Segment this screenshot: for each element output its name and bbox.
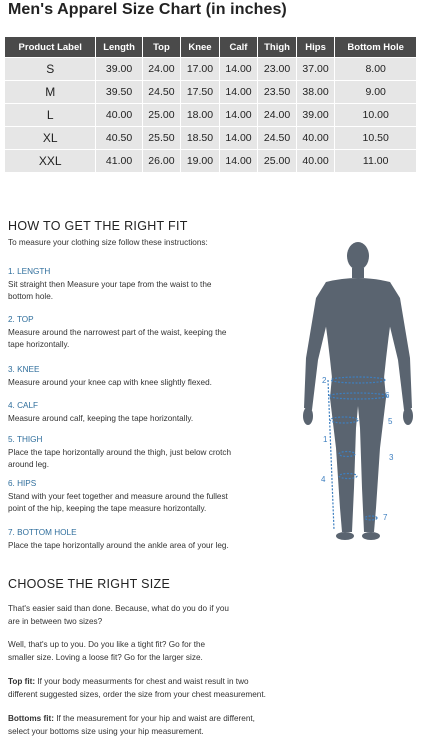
step-title: 1. LENGTH [8, 267, 51, 276]
column-header: Thigh [258, 37, 296, 57]
table-row [5, 58, 416, 80]
table-cell: 25.00 [258, 150, 296, 172]
table-cell: 18.00 [181, 104, 219, 126]
step-text: bottom hole. [8, 292, 54, 301]
table-cell: 39.00 [297, 104, 335, 126]
table-cell: 23.00 [258, 58, 296, 80]
table-cell: 17.00 [181, 58, 219, 80]
table-cell: 24.00 [258, 104, 296, 126]
size-label-cell: M [5, 81, 95, 103]
table-row [5, 150, 416, 172]
column-header: Calf [220, 37, 258, 57]
size-paragraph-2 [8, 639, 205, 664]
step-top [8, 314, 226, 352]
paragraph-line: select your bottoms size using your hip measurement. [8, 726, 204, 736]
step-thigh [8, 434, 231, 472]
column-header: Bottom Hole [335, 37, 416, 57]
page-title: Men's Apparel Size Chart (in inches) [8, 1, 287, 18]
table-cell: 17.50 [181, 81, 219, 103]
figure-label-4: 4 [321, 475, 326, 484]
step-title: 2. TOP [8, 315, 34, 324]
table-cell: 10.00 [335, 104, 416, 126]
step-text: Place the tape horizontally around the ankle area of your leg. [8, 540, 229, 550]
size-label-cell: L [5, 104, 95, 126]
paragraph-line: smaller size. Loving a loose fit? Go for the larger size. [8, 652, 203, 662]
size-paragraph-3 [8, 676, 266, 701]
table-cell: 39.00 [96, 58, 141, 80]
step-length [8, 266, 211, 304]
size-heading: CHOOSE THE RIGHT SIZE [8, 577, 171, 591]
step-title: 7. BOTTOM HOLE [8, 528, 77, 537]
fit-intro: To measure your clothing size follow these instructions: [8, 238, 208, 247]
figure-label-1: 1 [323, 435, 328, 444]
body-measurement-figure [298, 238, 418, 554]
table-cell: 38.00 [297, 81, 335, 103]
table-cell: 24.50 [143, 81, 181, 103]
column-header: Hips [297, 37, 335, 57]
column-header: Product Label [5, 37, 95, 57]
size-paragraph-1 [8, 603, 229, 628]
step-hips [8, 478, 228, 516]
table-header-row [5, 37, 416, 57]
table-cell: 25.00 [143, 104, 181, 126]
figure-label-6: 6 [385, 391, 390, 400]
table-cell: 14.00 [220, 104, 258, 126]
table-row [5, 127, 416, 149]
table-cell: 24.50 [258, 127, 296, 149]
step-text: around leg. [8, 460, 49, 469]
table-cell: 10.50 [335, 127, 416, 149]
table-cell: 9.00 [335, 81, 416, 103]
step-calf [8, 400, 193, 425]
step-text: Place the tape horizontally around the thigh, just below crotch [8, 447, 232, 457]
figure-label-2: 2 [322, 376, 327, 385]
figure-label-3: 3 [389, 453, 394, 462]
figure-label-5: 5 [388, 417, 393, 426]
size-label-cell: S [5, 58, 95, 80]
paragraph-line: That's easier said than done. Because, what do you do if you [8, 604, 229, 613]
step-title: 3. KNEE [8, 365, 40, 374]
table-cell: 14.00 [220, 58, 258, 80]
size-chart-table [4, 36, 417, 173]
figure-label-7: 7 [383, 513, 388, 522]
size-paragraph-4 [8, 713, 255, 738]
top-fit-label: Top fit: [8, 677, 36, 686]
table-cell: 18.50 [181, 127, 219, 149]
table-cell: 26.00 [143, 150, 181, 172]
paragraph-line: Well, that's up to you. Do you like a tight fit? Go for the [8, 640, 206, 649]
step-text: Measure around calf, keeping the tape horizontally. [8, 413, 194, 423]
step-text: point of the hip, keeping the tape measure horizontally. [8, 504, 207, 513]
table-cell: 24.00 [143, 58, 181, 80]
table-cell: 23.50 [258, 81, 296, 103]
table-cell: 8.00 [335, 58, 416, 80]
step-title: 4. CALF [8, 401, 39, 410]
table-cell: 19.00 [181, 150, 219, 172]
step-title: 6. HIPS [8, 479, 37, 488]
table-cell: 14.00 [220, 150, 258, 172]
step-title: 5. THIGH [8, 435, 43, 444]
table-cell: 40.00 [297, 127, 335, 149]
step-text: Sit straight then Measure your tape from the waist to the [8, 279, 212, 289]
human-figure-icon [298, 238, 418, 554]
table-cell: 14.00 [220, 127, 258, 149]
fit-heading: HOW TO GET THE RIGHT FIT [8, 219, 188, 233]
paragraph-line: If the measurement for your hip and waist are different, [53, 714, 255, 723]
step-text: Measure around the narrowest part of the waist, keeping the [8, 327, 227, 337]
table-cell: 14.00 [220, 81, 258, 103]
table-cell: 40.00 [297, 150, 335, 172]
paragraph-line: If your body measurments for chest and waist result in two [35, 677, 249, 686]
table-cell: 40.50 [96, 127, 141, 149]
table-cell: 11.00 [335, 150, 416, 172]
table-row [5, 104, 416, 126]
step-text: Measure around your knee cap with knee slightly flexed. [8, 377, 212, 387]
size-label-cell: XL [5, 127, 95, 149]
column-header: Knee [181, 37, 219, 57]
table-cell: 37.00 [297, 58, 335, 80]
paragraph-line: different suggested sizes, order the size from your chest measurement. [8, 689, 266, 699]
paragraph-line: are in between two sizes? [8, 616, 103, 626]
step-text: tape horizontally. [8, 340, 70, 349]
size-label-cell: XXL [5, 150, 95, 172]
table-cell: 40.00 [96, 104, 141, 126]
step-text: Stand with your feet together and measure around the fullest [8, 491, 228, 501]
step-bottom-hole [8, 527, 229, 552]
table-cell: 25.50 [143, 127, 181, 149]
bottoms-fit-label: Bottoms fit: [8, 714, 54, 723]
table-cell: 41.00 [96, 150, 141, 172]
table-row [5, 81, 416, 103]
table-cell: 39.50 [96, 81, 141, 103]
column-header: Top [143, 37, 181, 57]
column-header: Length [96, 37, 141, 57]
step-knee [8, 364, 212, 389]
